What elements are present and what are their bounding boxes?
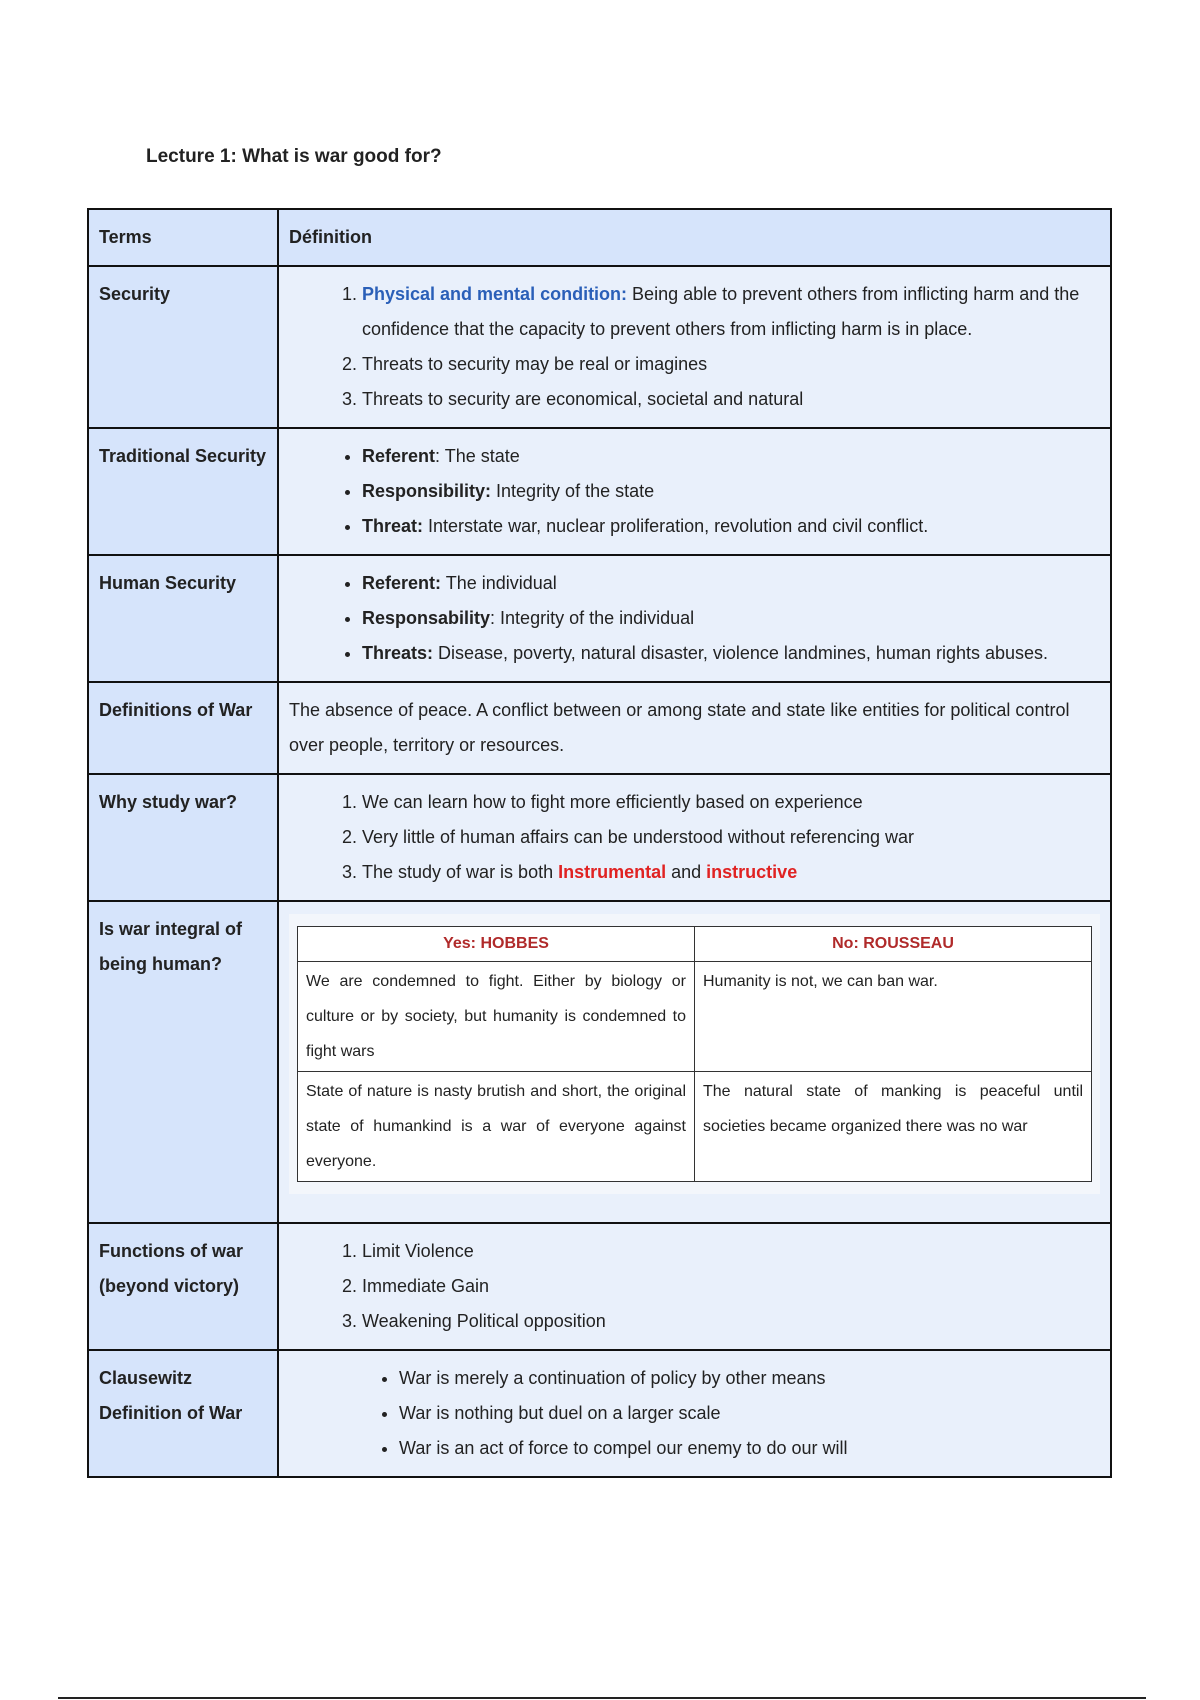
term-cell: Functions of war (beyond victory) xyxy=(88,1223,278,1350)
table-row xyxy=(88,682,1111,774)
definition-cell xyxy=(278,555,1111,682)
header-definition: Définition xyxy=(278,209,1111,266)
header-terms: Terms xyxy=(88,209,278,266)
table-row xyxy=(298,962,1092,1072)
list-item: 2. Immediate Gain xyxy=(362,1269,1100,1304)
page-title: Lecture 1: What is war good for? xyxy=(146,146,442,167)
item-text: Integrity of the individual xyxy=(500,608,695,628)
list-item xyxy=(362,636,1100,671)
list-item: 3. Threats to security are economical, societal and natural xyxy=(362,382,1100,417)
item-label: Threat: xyxy=(362,516,424,536)
list-item xyxy=(362,277,1100,347)
list-item xyxy=(362,566,1100,601)
table-row xyxy=(88,1223,1111,1350)
hobbes-rousseau-table xyxy=(297,926,1092,1182)
bottom-divider xyxy=(58,1697,1146,1699)
highlight-instrumental: Instrumental xyxy=(558,862,667,882)
table-row xyxy=(88,1350,1111,1477)
no-header: No: ROUSSEAU xyxy=(695,927,1092,962)
table-row xyxy=(298,1072,1092,1182)
item-text: Being able to prevent others from inflicting harm and the confidence that the capacity to prevent others from inflicting harm is in place. xyxy=(362,284,1080,339)
terms-table xyxy=(87,208,1112,1478)
list-item: • Responsability: Integrity of the individual xyxy=(362,601,1100,636)
definition-cell xyxy=(278,1223,1111,1350)
item-text: Disease, poverty, natural disaster, violence landmines, human rights abuses. xyxy=(438,643,1049,663)
comparison-image xyxy=(289,914,1100,1194)
table-header-row xyxy=(88,209,1111,266)
item-text: Integrity of the state xyxy=(496,481,655,501)
item-label: Referent: xyxy=(362,573,442,593)
item-text: The state xyxy=(444,446,520,466)
table-row xyxy=(88,774,1111,901)
list-item xyxy=(362,509,1100,544)
term-cell: Definitions of War xyxy=(88,682,278,774)
term-cell: Why study war? xyxy=(88,774,278,901)
list-item: 1. Limit Violence xyxy=(362,1234,1100,1269)
definition-cell xyxy=(278,1350,1111,1477)
table-row xyxy=(88,555,1111,682)
term-cell: Human Security xyxy=(88,555,278,682)
list-item: 3. Weakening Political opposition xyxy=(362,1304,1100,1339)
list-item: • War is an act of force to compel our enemy to do our will xyxy=(399,1431,1100,1466)
term-cell: Is war integral of being human? xyxy=(88,901,278,1223)
list-item: 2. Threats to security may be real or imagines xyxy=(362,347,1100,382)
definition-cell xyxy=(278,266,1111,428)
definition-cell xyxy=(278,774,1111,901)
rousseau-cell: The natural state of manking is peaceful until societies became organized there was no war xyxy=(695,1072,1092,1182)
term-cell: Security xyxy=(88,266,278,428)
term-cell: Traditional Security xyxy=(88,428,278,555)
item-label: Responsibility: xyxy=(362,481,492,501)
yes-header: Yes: HOBBES xyxy=(298,927,695,962)
table-row xyxy=(88,266,1111,428)
list-item: 3. The study of war is both Instrumental and instructive xyxy=(362,855,1100,890)
table-row xyxy=(88,901,1111,1223)
hobbes-cell: State of nature is nasty brutish and short, the original state of humankind is a war of everyone against everyone. xyxy=(298,1072,695,1182)
list-item: 2. Very little of human affairs can be understood without referencing war xyxy=(362,820,1100,855)
rousseau-cell: Humanity is not, we can ban war. xyxy=(695,962,1092,1072)
table-row xyxy=(88,428,1111,555)
list-item: • War is nothing but duel on a larger scale xyxy=(399,1396,1100,1431)
list-item: • War is merely a continuation of policy by other means xyxy=(399,1361,1100,1396)
list-item xyxy=(362,474,1100,509)
definition-cell: The absence of peace. A conflict between or among state and state like entities for political control over people, territory or resources. xyxy=(278,682,1111,774)
item-label: Referent xyxy=(362,446,436,466)
list-item: • Referent: The state xyxy=(362,439,1100,474)
highlight-text: Physical and mental condition: xyxy=(362,284,628,304)
highlight-instructive: instructive xyxy=(706,862,798,882)
definition-cell xyxy=(278,901,1111,1223)
hobbes-cell: We are condemned to fight. Either by biology or culture or by society, but humanity is condemned to fight wars xyxy=(298,962,695,1072)
item-text: The individual xyxy=(445,573,557,593)
definition-cell xyxy=(278,428,1111,555)
term-cell: Clausewitz Definition of War xyxy=(88,1350,278,1477)
list-item: 1. We can learn how to fight more efficiently based on experience xyxy=(362,785,1100,820)
item-text: Interstate war, nuclear proliferation, revolution and civil conflict. xyxy=(428,516,929,536)
item-label: Threats: xyxy=(362,643,434,663)
item-label: Responsability xyxy=(362,608,491,628)
